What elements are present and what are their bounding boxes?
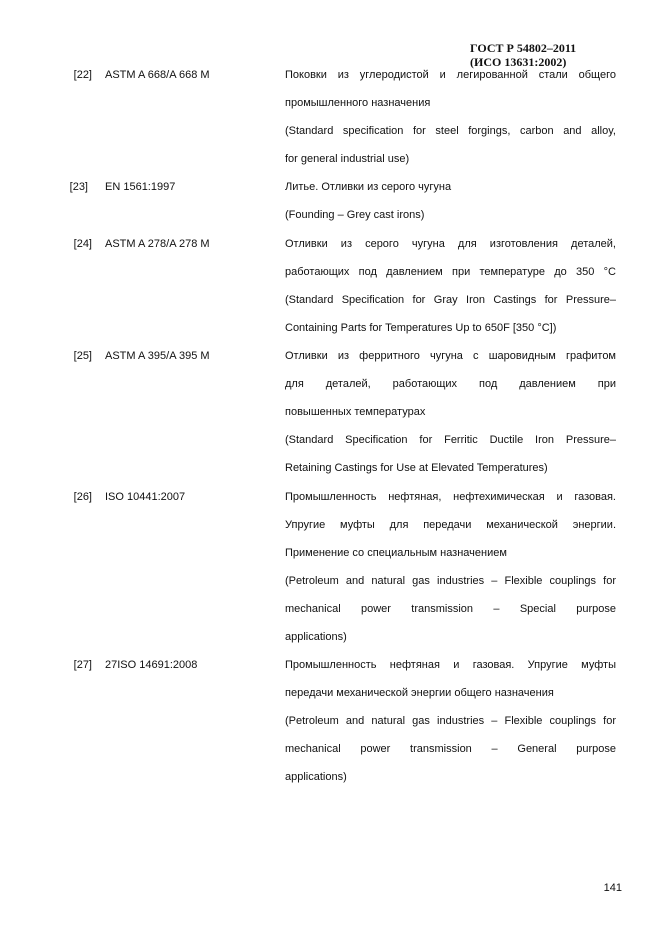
- reference-description: [285, 342, 616, 482]
- standard-iso-equivalent: (ИСО 13631:2002): [470, 55, 567, 69]
- reference-number: [23]: [69, 181, 88, 193]
- description-line: Отливки из серого чугуна для изготовления деталей,: [285, 238, 616, 250]
- reference-number: [26]: [73, 491, 92, 503]
- description-line: Упругие муфты для передачи механической энергии.: [285, 519, 616, 531]
- reference-number: [24]: [73, 238, 92, 250]
- reference-number: [25]: [73, 350, 92, 362]
- description-line: for general industrial use): [285, 153, 410, 165]
- page-number: 141: [603, 882, 622, 894]
- reference-code: ISO 10441:2007: [105, 491, 186, 503]
- description-line: Отливки из ферритного чугуна с шаровидным графитом: [285, 350, 616, 362]
- reference-code: ASTM A 278/A 278 M: [105, 238, 210, 250]
- reference-number: [22]: [73, 69, 92, 81]
- description-line: mechanical power transmission – Special purpose: [285, 603, 616, 615]
- reference-description: [285, 173, 616, 229]
- reference-description: [285, 230, 616, 342]
- standard-number: ГОСТ Р 54802–2011: [470, 41, 577, 55]
- reference-description: [285, 651, 616, 791]
- description-line: промышленного назначения: [285, 97, 431, 109]
- reference-code: ASTM A 668/A 668 M: [105, 69, 210, 81]
- description-line: повышенных температурах: [285, 406, 426, 418]
- reference-description: [285, 61, 616, 173]
- description-line: (Founding – Grey cast irons): [285, 209, 425, 221]
- description-line: Retaining Castings for Use at Elevated Temperatures): [285, 462, 548, 474]
- reference-number: [27]: [73, 659, 92, 671]
- reference-code: ASTM A 395/A 395 M: [105, 350, 210, 362]
- description-line: (Petroleum and natural gas industries – Flexible couplings for: [285, 715, 616, 727]
- description-line: работающих под давлением при температуре до 350 °C: [285, 266, 616, 278]
- description-line: applications): [285, 631, 347, 643]
- description-line: Применение со специальным назначением: [285, 547, 507, 559]
- description-line: Литье. Отливки из серого чугуна: [285, 181, 452, 193]
- description-line: (Standard Specification for Ferritic Ductile Iron Pressure–: [285, 434, 616, 446]
- description-line: mechanical power transmission – General purpose: [285, 743, 616, 755]
- description-line: (Petroleum and natural gas industries – Flexible couplings for: [285, 575, 616, 587]
- description-line: Промышленность нефтяная, нефтехимическая и газовая.: [285, 491, 616, 503]
- description-line: для деталей, работающих под давлением при: [285, 378, 616, 390]
- description-line: передачи механической энергии общего назначения: [285, 687, 554, 699]
- description-line: Containing Parts for Temperatures Up to 650F [350 °C]): [285, 322, 557, 334]
- reference-code: 27ISO 14691:2008: [105, 659, 198, 671]
- description-line: Промышленность нефтяная и газовая. Упругие муфты: [285, 659, 616, 671]
- description-line: (Standard Specification for Gray Iron Castings for Pressure–: [285, 294, 616, 306]
- description-line: (Standard specification for steel forgings, carbon and alloy,: [285, 125, 616, 137]
- description-line: Поковки из углеродистой и легированной стали общего: [285, 69, 616, 81]
- reference-description: [285, 483, 616, 651]
- reference-code: EN 1561:1997: [105, 181, 176, 193]
- description-line: applications): [285, 771, 347, 783]
